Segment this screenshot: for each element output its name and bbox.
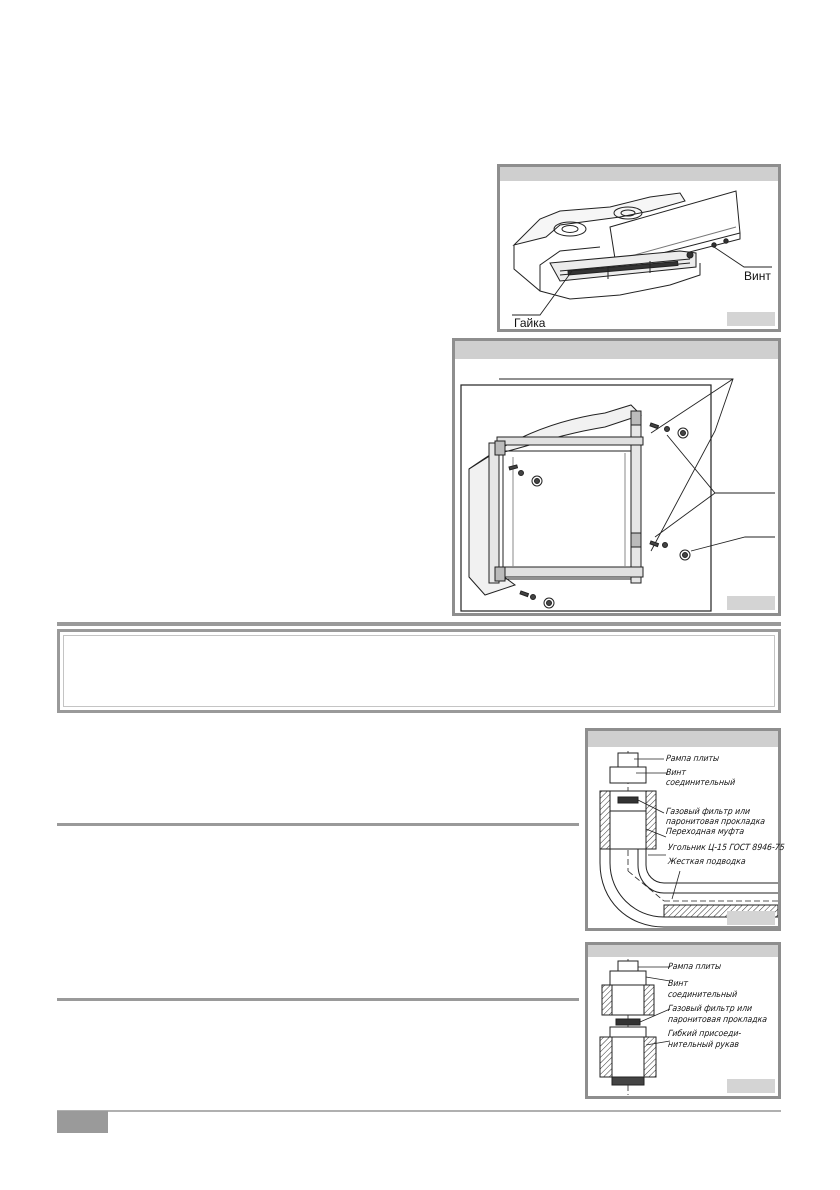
figure-rigid-connection	[585, 728, 786, 931]
label-gas-filter: Газовый фильтр или	[667, 1004, 753, 1014]
label-connecting: соединительный	[667, 990, 738, 1000]
label-paronite-gasket: паронитовая прокладка	[667, 1015, 768, 1025]
label-paronite-gasket: паронитовая прокладка	[665, 817, 766, 827]
warning-notice-inner	[63, 635, 775, 707]
label-stove-ramp: Рампа плиты	[665, 754, 720, 764]
figure-number-tag	[727, 596, 775, 610]
label-adapter-coupling: Переходная муфта	[665, 827, 745, 837]
section-divider	[57, 823, 579, 826]
label-screw: Винт	[667, 979, 689, 989]
nut-label: Гайка	[514, 316, 546, 330]
label-stove-ramp: Рампа плиты	[667, 962, 722, 972]
label-flexible-hose-1: Гибкий присоеди-	[667, 1029, 742, 1039]
page-number-tab	[57, 1111, 108, 1133]
section-divider	[57, 622, 781, 626]
section-divider	[57, 998, 579, 1001]
label-screw: Винт	[665, 768, 687, 778]
figure-number-tag	[727, 312, 775, 326]
warning-notice-box	[57, 629, 781, 713]
oven-frame-drawing	[455, 341, 778, 613]
figure-oven-frame	[452, 338, 781, 616]
label-gas-filter: Газовый фильтр или	[665, 807, 751, 817]
footer-rule	[57, 1110, 781, 1112]
figure-number-tag	[727, 911, 775, 925]
stove-panel-drawing	[500, 167, 778, 329]
figure-number-tag	[727, 1079, 775, 1093]
figure-stove-panel	[497, 164, 781, 332]
label-elbow-gost: Угольник Ц-15 ГОСТ 8946-75	[667, 843, 786, 853]
screw-label: Винт	[744, 269, 771, 283]
label-connecting: соединительный	[665, 778, 736, 788]
figure-flexible-connection	[585, 942, 781, 1099]
label-rigid-supply: Жесткая подводка	[667, 857, 747, 867]
label-flexible-hose-2: нительный рукав	[667, 1040, 740, 1050]
